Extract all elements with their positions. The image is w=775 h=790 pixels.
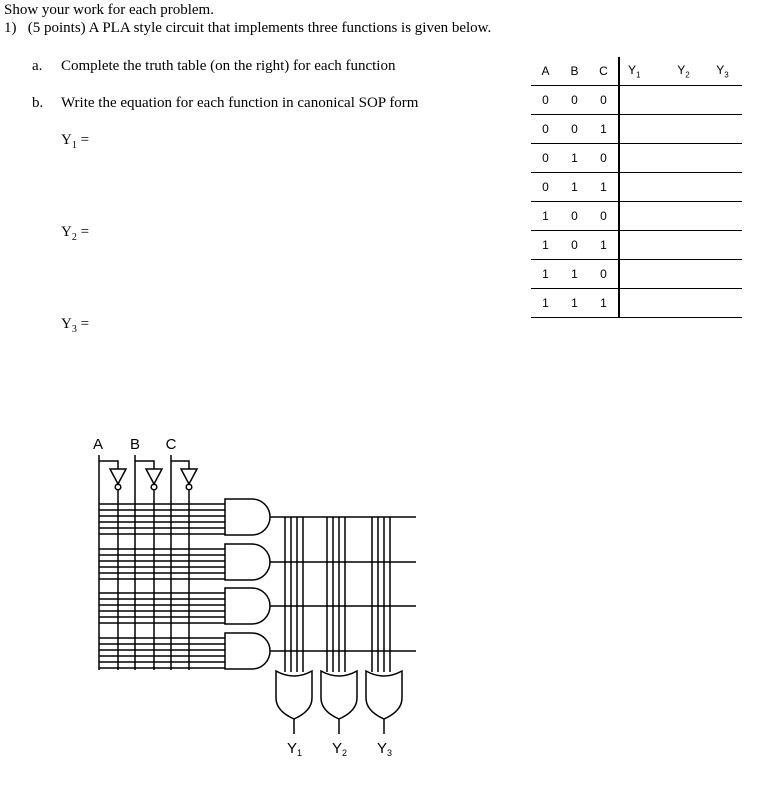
input-label-b: B bbox=[129, 436, 141, 453]
header-a: A bbox=[541, 64, 550, 78]
table-row: 0 0 0 bbox=[531, 86, 742, 115]
output-label-y2: $Y_2$ bbox=[332, 740, 348, 758]
output-label-y3: $Y_3$ bbox=[377, 740, 393, 758]
table-row: 1 1 1 bbox=[531, 289, 742, 318]
table-row: 0 1 0 bbox=[531, 144, 742, 173]
or-gate-3 bbox=[366, 671, 402, 734]
and-gate-2 bbox=[99, 544, 416, 580]
input-label-a: A bbox=[92, 436, 104, 453]
table-row: 0 0 1 bbox=[531, 115, 742, 144]
table-row: 1 1 0 bbox=[531, 260, 742, 289]
or-gate-2 bbox=[321, 671, 357, 734]
header-y2: $Y_2$ bbox=[677, 62, 690, 80]
header-y3: $Y_3$ bbox=[716, 62, 729, 80]
equation-y3: $Y_3$ = bbox=[61, 316, 90, 335]
table-row: 1 0 0 bbox=[531, 202, 742, 231]
task-b-text: Write the equation for each function in canonical SOP form bbox=[61, 95, 419, 111]
or-input-lines bbox=[285, 517, 390, 672]
task-b-marker: b. bbox=[32, 95, 44, 111]
equation-y1: $Y_1$ = bbox=[61, 132, 90, 151]
task-a-text: Complete the truth table (on the right) for each function bbox=[61, 58, 396, 74]
table-row: 0 1 1 bbox=[531, 173, 742, 202]
header-y1: $Y_1$ bbox=[619, 57, 664, 86]
input-label-c: C bbox=[165, 436, 177, 453]
header-b: B bbox=[570, 64, 579, 78]
table-row: 1 0 1 bbox=[531, 231, 742, 260]
equation-y2: $Y_2$ = bbox=[61, 224, 90, 243]
instruction-text: Show your work for each problem. bbox=[4, 2, 214, 18]
and-gate-4 bbox=[99, 633, 416, 669]
and-gate-1 bbox=[99, 499, 416, 535]
or-gate-1 bbox=[276, 671, 312, 734]
task-a-marker: a. bbox=[32, 58, 43, 74]
problem-text: (5 points) A PLA style circuit that implements three functions is given below. bbox=[27, 20, 492, 36]
output-label-y1: $Y_1$ bbox=[287, 740, 303, 758]
and-gate-3 bbox=[99, 588, 416, 624]
header-c: C bbox=[599, 64, 608, 78]
problem-number: 1) bbox=[4, 20, 17, 36]
